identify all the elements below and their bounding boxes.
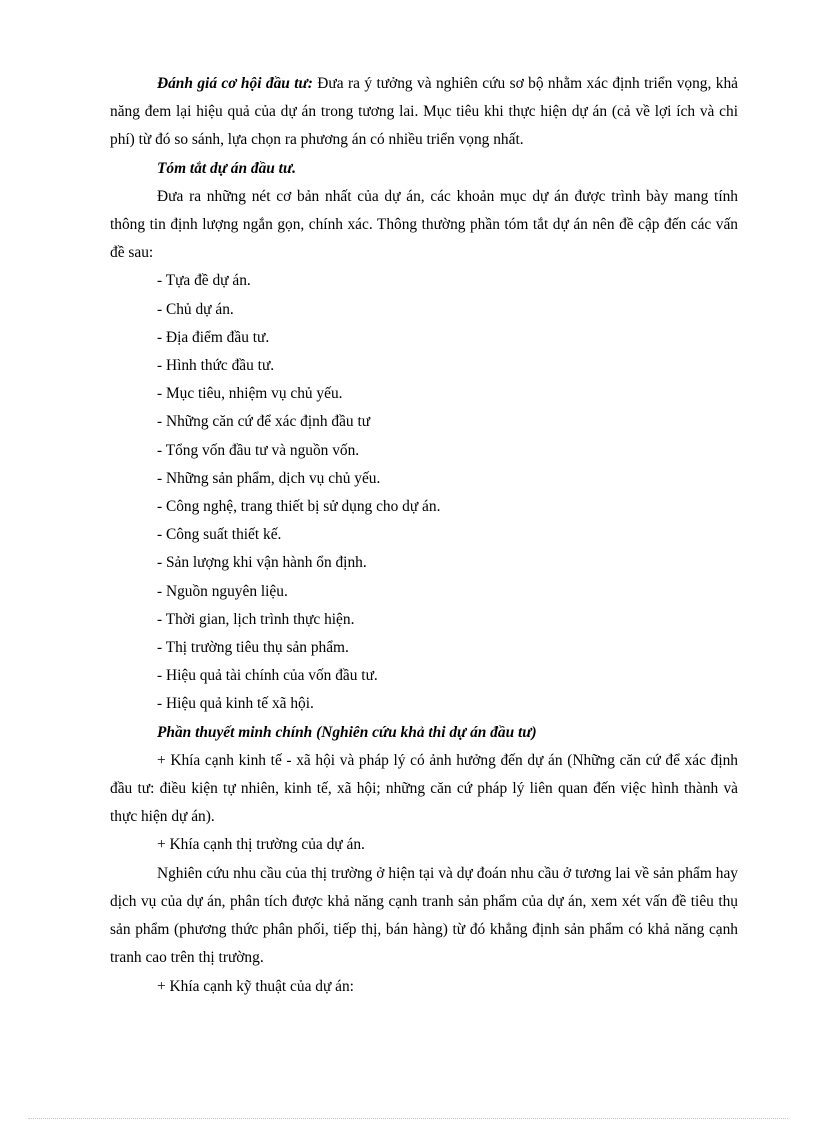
paragraph-technical-aspect: + Khía cạnh kỹ thuật của dự án: — [157, 977, 354, 995]
paragraph-market-aspect: + Khía cạnh thị trường của dự án. — [157, 836, 365, 854]
paragraph-body: Đưa ra ý tưởng và nghiên cứu sơ bộ nhằm xác định triển vọng, khả năng đem lại hiệu quả của dự án trong tương lai. Mục tiêu khi thực hiện dự án (cả về lợi ích và chi phí) từ đó so sánh, lựa chọn ra phương án có nhiều triển vọng nhất. — [110, 75, 738, 149]
list-item: - Mục tiêu, nhiệm vụ chủ yếu. — [157, 385, 343, 403]
list-item: - Những sản phẩm, dịch vụ chủ yếu. — [157, 469, 381, 487]
list-item: - Công nghệ, trang thiết bị sử dụng cho dự án. — [157, 498, 441, 516]
list-item: - Hiệu quả tài chính của vốn đầu tư. — [157, 667, 378, 685]
page-bottom-divider — [28, 1118, 788, 1119]
document-page — [110, 70, 738, 1001]
section-heading-main-explanation: Phần thuyết minh chính (Nghiên cứu khả thi dự án đầu tư) — [157, 723, 537, 741]
list-item: - Tựa đề dự án. — [157, 272, 251, 290]
list-item: - Tổng vốn đầu tư và nguồn vốn. — [157, 441, 360, 459]
paragraph-market-research: Nghiên cứu nhu cầu của thị trường ở hiện tại và dự đoán nhu cầu ở tương lai về sản phẩm hay dịch vụ của dự án, phân tích được khả năng cạnh tranh sản phẩm của dự án, xem xét vấn đề tiêu thụ sản phẩm (phương thức phân phối, tiếp thị, bán hàng) từ đó khẳng định sản phẩm có khả năng cạnh tranh cao trên thị trường. — [110, 864, 738, 967]
list-item: - Những căn cứ để xác định đầu tư — [157, 413, 371, 431]
list-item: - Sản lượng khi vận hành ổn định. — [157, 554, 367, 572]
paragraph-lead-term: Đánh giá cơ hội đầu tư: — [157, 75, 313, 92]
list-item: - Địa điểm đầu tư. — [157, 328, 270, 346]
paragraph-investment-opportunity — [110, 70, 738, 155]
section-heading-summary: Tóm tắt dự án đầu tư. — [157, 159, 297, 177]
list-item: - Thị trường tiêu thụ sản phẩm. — [157, 639, 349, 657]
list-item: - Chủ dự án. — [157, 300, 234, 318]
list-item: - Thời gian, lịch trình thực hiện. — [157, 610, 355, 628]
summary-list — [110, 267, 738, 718]
list-item: - Hiệu quả kinh tế xã hội. — [157, 695, 314, 713]
list-item: - Hình thức đầu tư. — [157, 357, 275, 375]
paragraph-socioeconomic-legal: + Khía cạnh kinh tế - xã hội và pháp lý có ảnh hưởng đến dự án (Những căn cứ để xác định đầu tư: điều kiện tự nhiên, kinh tế, xã hội; những căn cứ pháp lý liên quan đến việc hình thành và thực hiện dự án). — [110, 751, 738, 826]
list-item: - Nguồn nguyên liệu. — [157, 582, 288, 600]
paragraph-summary-intro: Đưa ra những nét cơ bản nhất của dự án, các khoản mục dự án được trình bày mang tính thông tin định lượng ngắn gọn, chính xác. Thông thường phần tóm tắt dự án nên đề cập đến các vấn đề sau: — [110, 187, 738, 262]
list-item: - Công suất thiết kế. — [157, 526, 282, 544]
